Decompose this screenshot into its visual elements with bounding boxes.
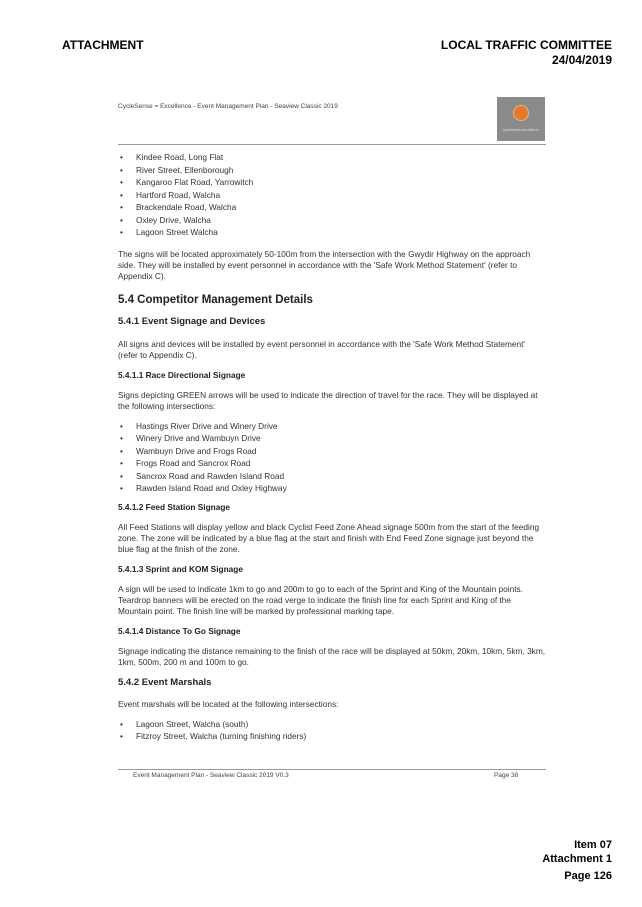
- section-heading-5-4-1-3: 5.4.1.3 Sprint and KOM Signage: [118, 563, 243, 574]
- bullet-icon: •: [120, 445, 123, 456]
- list-item: • Kangaroo Flat Road, Yarrowitch: [120, 177, 254, 187]
- document-title: CycleSense = Excellence - Event Management Plan - Seaview Classic 2019: [118, 103, 338, 110]
- list-item: • Frogs Road and Sancrox Road: [120, 458, 251, 468]
- list-item: • Rawden Island Road and Oxley Highway: [120, 483, 287, 493]
- bullet-icon: •: [120, 189, 123, 200]
- attachment-number: Attachment 1: [542, 853, 612, 865]
- list-item: • Sancrox Road and Rawden Island Road: [120, 470, 285, 481]
- logo-circle-icon: [513, 105, 529, 121]
- header-divider: [118, 144, 546, 145]
- bullet-icon: •: [120, 202, 123, 212]
- committee-header: [441, 38, 612, 68]
- feed-paragraph: All Feed Stations will display yellow and black Cyclist Feed Zone Ahead signage 500m from the start of the feeding zone. The zone will be indicated by a blue flag at the start and finish with End Feed Zone signage just beyond the blue flag at the finish of the zone.: [118, 521, 540, 554]
- committee-name: LOCAL TRAFFIC COMMITTEE: [440, 38, 612, 52]
- section-heading-5-4-2: 5.4.2 Event Marshals: [118, 676, 212, 688]
- list-item: • River Street, Ellenborough: [120, 164, 234, 175]
- signage-paragraph: All signs and devices will be installed by event personnel in accordance with the 'Safe Work Method Statement' (refer to Appendix C).: [118, 338, 526, 360]
- bullet-icon: •: [120, 214, 123, 225]
- item-reference: [542, 838, 612, 866]
- marshals-list: [118, 719, 546, 744]
- bullet-icon: •: [120, 177, 123, 187]
- directional-paragraph: Signs depicting GREEN arrows will be used to indicate the direction of travel for the race. They will be displayed at the following intersections:: [118, 389, 538, 411]
- cyclesense-logo: [497, 97, 545, 141]
- section-heading-5-4: 5.4 Competitor Management Details: [118, 293, 313, 306]
- list-item: • Oxley Drive, Walcha: [120, 214, 211, 225]
- bullet-icon: •: [120, 718, 123, 729]
- sprint-paragraph: A sign will be used to indicate 1km to go and 200m to go to each of the Sprint and King of the Mountain points. Teardrop banners will be erected on the road verge to indicate the finish line for each Sprint and King of the Mountain point. The finish line will be marked by professional marking tape.: [118, 583, 523, 616]
- page-number: Page 126: [564, 870, 612, 882]
- bullet-icon: •: [120, 433, 123, 443]
- bullet-icon: •: [120, 152, 123, 162]
- item-number: Item 07: [574, 839, 612, 851]
- bullet-icon: •: [120, 164, 123, 175]
- list-item: • Winery Drive and Wambuyn Drive: [120, 433, 261, 443]
- distance-paragraph: Signage indicating the distance remaining to the finish of the race will be displayed at 50km, 20km, 10km, 5km, 3km, 1km, 500m, 200 m and 100m to go.: [118, 645, 546, 667]
- list-item: • Fitzroy Street, Walcha (turning finishing riders): [120, 731, 307, 741]
- bullet-icon: •: [120, 227, 123, 237]
- section-heading-5-4-1: 5.4.1 Event Signage and Devices: [118, 315, 266, 327]
- list-item: • Brackendale Road, Walcha: [120, 202, 237, 212]
- intersections-list: [118, 421, 546, 496]
- attachment-label: ATTACHMENT: [62, 38, 144, 52]
- section-heading-5-4-1-4: 5.4.1.4 Distance To Go Signage: [118, 625, 241, 636]
- list-item: • Lagoon Street, Walcha (south): [120, 718, 249, 729]
- list-item: • Lagoon Street Walcha: [120, 227, 218, 237]
- list-item: • Wambuyn Drive and Frogs Road: [120, 445, 257, 456]
- bullet-icon: •: [120, 483, 123, 493]
- section-heading-5-4-1-2: 5.4.1.2 Feed Station Signage: [118, 501, 231, 512]
- signs-paragraph: The signs will be located approximately 50-100m from the intersection with the Gwydir Highway on the approach side. They will be installed by event personnel in accordance with the 'Safe Work Method Statement' (refer to Appendix C).: [118, 248, 531, 281]
- document-page-number: Page 38: [494, 772, 519, 779]
- logo-caption: cyclesense=excellence: [503, 128, 539, 132]
- bullet-icon: •: [120, 470, 123, 481]
- roads-list: [118, 152, 546, 240]
- list-item: • Hartford Road, Walcha: [120, 189, 221, 200]
- bullet-icon: •: [120, 458, 123, 468]
- document-body: [118, 152, 546, 744]
- committee-date: 24/04/2019: [551, 53, 612, 67]
- bullet-icon: •: [120, 420, 123, 431]
- marshals-paragraph: Event marshals will be located at the following intersections:: [118, 698, 339, 709]
- document-footer-title: Event Management Plan - Seaview Classic 2019 V0.3: [133, 772, 289, 779]
- list-item: • Hastings River Drive and Winery Drive: [120, 420, 278, 431]
- section-heading-5-4-1-1: 5.4.1.1 Race Directional Signage: [118, 369, 246, 380]
- bullet-icon: •: [120, 731, 123, 741]
- footer-divider: [118, 769, 546, 770]
- list-item: • Kindee Road, Long Flat: [120, 152, 224, 162]
